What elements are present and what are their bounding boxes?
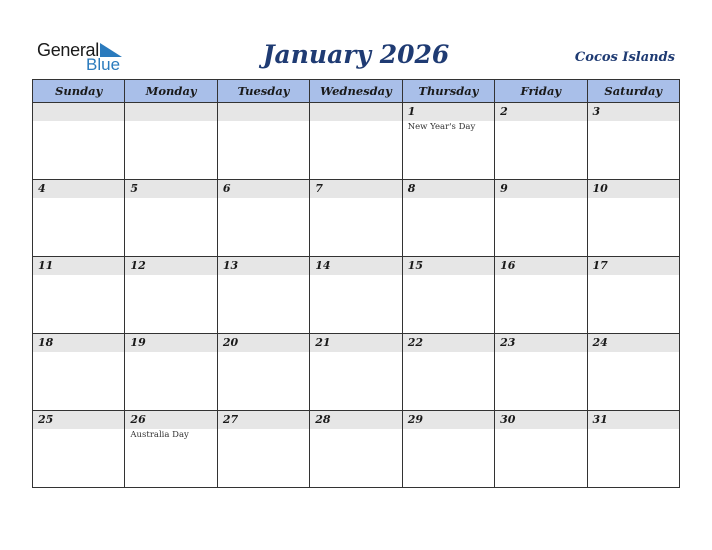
calendar-day-cell: [125, 411, 217, 488]
calendar-day-cell: [310, 257, 402, 334]
day-number: [310, 103, 401, 121]
day-number: 24: [588, 334, 679, 352]
day-number: 30: [495, 411, 586, 429]
day-number: 29: [403, 411, 494, 429]
day-number: 25: [33, 411, 124, 429]
calendar-day-cell: [217, 334, 309, 411]
calendar-day-cell: [217, 180, 309, 257]
holiday-label: New Year's Day: [407, 122, 476, 132]
day-number: 17: [588, 257, 679, 275]
calendar-day-cell: [587, 411, 679, 488]
calendar-grid: [32, 79, 680, 488]
calendar-day-cell: [310, 180, 402, 257]
calendar-week-row: [33, 411, 680, 488]
calendar-day-cell: [495, 411, 587, 488]
day-number: 11: [33, 257, 124, 275]
day-number: 22: [403, 334, 494, 352]
calendar-day-cell: [495, 103, 587, 180]
weekday-header-row: [33, 80, 680, 103]
day-number: 12: [125, 257, 216, 275]
day-number: 14: [310, 257, 401, 275]
weekday-header: Saturday: [587, 80, 679, 103]
calendar-day-cell: [125, 334, 217, 411]
calendar-day-cell: [402, 334, 494, 411]
calendar-week-row: [33, 257, 680, 334]
calendar-day-cell: [587, 334, 679, 411]
day-number: 8: [403, 180, 494, 198]
day-number: 21: [310, 334, 401, 352]
calendar-day-cell: [125, 103, 217, 180]
calendar-day-cell: [587, 180, 679, 257]
day-number: [125, 103, 216, 121]
day-number: 19: [125, 334, 216, 352]
calendar-day-cell: [310, 103, 402, 180]
day-number: 31: [588, 411, 679, 429]
calendar-day-cell: [402, 411, 494, 488]
day-number: 2: [495, 103, 586, 121]
weekday-header: Wednesday: [310, 80, 402, 103]
calendar-day-cell: [587, 257, 679, 334]
page-title: January 2026: [262, 40, 450, 69]
day-number: 9: [495, 180, 586, 198]
day-number: 28: [310, 411, 401, 429]
day-number: 10: [588, 180, 679, 198]
day-number: 27: [218, 411, 309, 429]
calendar-week-row: [33, 334, 680, 411]
calendar-day-cell: [402, 103, 494, 180]
weekday-header: Thursday: [402, 80, 494, 103]
weekday-header: Friday: [495, 80, 587, 103]
day-number: 16: [495, 257, 586, 275]
calendar-day-cell: [495, 257, 587, 334]
calendar-day-cell: [310, 411, 402, 488]
calendar-day-cell: [217, 103, 309, 180]
logo-word-general: General: [37, 40, 99, 60]
calendar-day-cell: [402, 257, 494, 334]
calendar-day-cell: [33, 257, 125, 334]
day-number: [218, 103, 309, 121]
weekday-header: Monday: [125, 80, 217, 103]
calendar-day-cell: [495, 180, 587, 257]
calendar-day-cell: [33, 180, 125, 257]
country-name: Cocos Islands: [574, 50, 675, 65]
calendar-day-cell: [33, 411, 125, 488]
day-number: 4: [33, 180, 124, 198]
calendar-day-cell: [402, 180, 494, 257]
day-number: [33, 103, 124, 121]
day-number: 5: [125, 180, 216, 198]
day-number: 7: [310, 180, 401, 198]
day-number: 23: [495, 334, 586, 352]
calendar-day-cell: [125, 180, 217, 257]
calendar-day-cell: [495, 334, 587, 411]
calendar-day-cell: [587, 103, 679, 180]
calendar-day-cell: [217, 411, 309, 488]
day-number: 20: [218, 334, 309, 352]
calendar-day-cell: [125, 257, 217, 334]
holiday-label: Australia Day: [130, 430, 189, 440]
day-number: 26: [125, 411, 216, 429]
day-number: 1: [403, 103, 494, 121]
calendar-week-row: [33, 103, 680, 180]
calendar-day-cell: [217, 257, 309, 334]
day-number: 18: [33, 334, 124, 352]
day-number: 15: [403, 257, 494, 275]
calendar-day-cell: [33, 334, 125, 411]
weekday-header: Tuesday: [217, 80, 309, 103]
logo-word-blue: Blue: [86, 55, 121, 74]
day-number: 13: [218, 257, 309, 275]
calendar-day-cell: [310, 334, 402, 411]
calendar-week-row: [33, 180, 680, 257]
calendar-day-cell: [33, 103, 125, 180]
weekday-header: Sunday: [33, 80, 125, 103]
day-number: 6: [218, 180, 309, 198]
day-number: 3: [588, 103, 679, 121]
